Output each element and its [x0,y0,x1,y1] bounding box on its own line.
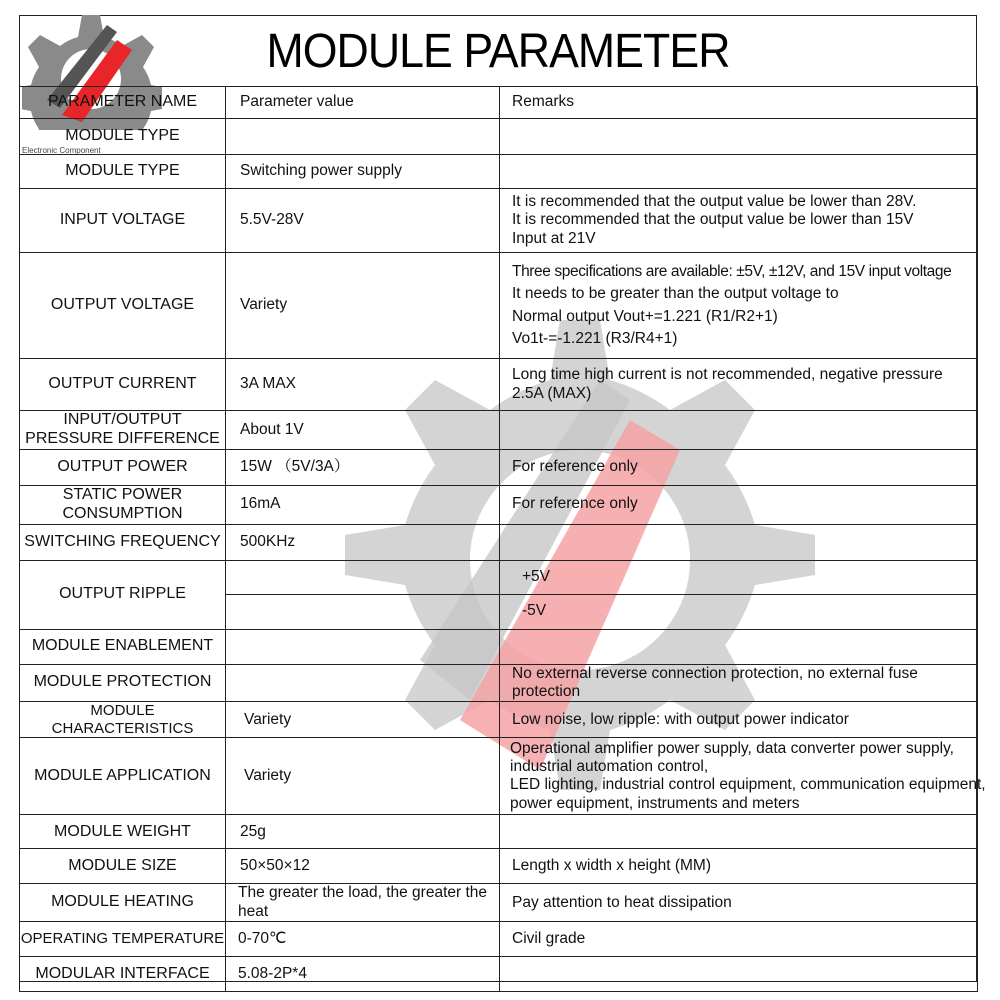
param-remarks: +5V [500,560,978,594]
param-value: About 1V [226,411,500,450]
param-name: MODULE CHARACTERISTICS [20,702,226,738]
table-row [20,359,978,411]
param-remarks [500,189,978,253]
param-remarks [500,119,978,155]
param-value: 0-70℃ [226,922,500,957]
remark-line: Normal output Vout+=1.221 (R1/R2+1) [512,307,778,325]
param-value [226,560,500,594]
param-remarks: No external reverse connection protection, no external fuse protection [500,664,978,702]
param-remarks: For reference only [500,449,978,485]
table-row [20,815,978,849]
param-remarks [500,815,978,849]
table-row [20,524,978,560]
title-row [20,16,976,87]
param-value: Variety [226,738,500,815]
param-value: Variety [226,702,500,738]
param-remarks [500,629,978,664]
table-row [20,957,978,992]
param-value: 50×50×12 [226,849,500,884]
remark-line: Vo1t-=-1.221 (R3/R4+1) [512,329,678,347]
header-value: Parameter value [226,87,500,119]
param-name: MODULE PROTECTION [20,664,226,702]
table-header-row [20,87,978,119]
table-row [20,702,978,738]
param-remarks [500,411,978,450]
param-remarks: For reference only [500,485,978,524]
remark-line: power equipment, instruments and meters [510,794,800,812]
remark-line: It is recommended that the output value be lower than 28V. [512,193,917,211]
param-remarks: Pay attention to heat dissipation [500,884,978,922]
param-remarks: -5V [500,594,978,629]
param-name: INPUT VOLTAGE [20,189,226,253]
param-value: The greater the load, the greater the heat [226,884,500,922]
table-row [20,922,978,957]
param-name: MODULE SIZE [20,849,226,884]
header-name: PARAMETER NAME [20,87,226,119]
table-row [20,664,978,702]
param-value [226,594,500,629]
param-remarks: Civil grade [500,922,978,957]
param-remarks [500,738,986,815]
param-value [226,664,500,702]
param-name: OPERATING TEMPERATURE [20,922,226,957]
remark-line: LED lighting, industrial control equipment, communication equipment, [510,776,986,794]
param-remarks: Long time high current is not recommended, negative pressure 2.5A (MAX) [500,359,978,411]
logo-caption: Electronic Component [22,146,101,155]
param-name-line: INPUT/OUTPUT [63,411,182,428]
table-row [20,189,978,253]
param-name: MODULE HEATING [20,884,226,922]
param-name: MODULE WEIGHT [20,815,226,849]
param-name: OUTPUT RIPPLE [20,560,226,629]
table-row [20,738,978,815]
param-value: Switching power supply [226,155,500,189]
param-value [226,119,500,155]
param-value: 3A MAX [226,359,500,411]
header-remarks: Remarks [500,87,978,119]
table-row [20,449,978,485]
param-value: 5.5V-28V [226,189,500,253]
parameter-table [19,86,986,992]
remark-line: Input at 21V [512,229,596,247]
table-row [20,411,978,450]
table-row [20,253,978,359]
param-name: SWITCHING FREQUENCY [20,524,226,560]
param-name: MODULE ENABLEMENT [20,629,226,664]
table-row [20,155,978,189]
remark-line: Three specifications are available: ±5V, ±12V, and 15V input voltage [512,262,952,280]
param-value: 15W （5V/3A） [226,449,500,485]
param-remarks: Length x width x height (MM) [500,849,978,884]
param-value: 5.08-2P*4 [226,957,500,992]
param-remarks [500,253,978,359]
param-name: MODULAR INTERFACE [20,957,226,992]
param-name: MODULE TYPE [20,155,226,189]
param-name: OUTPUT POWER [20,449,226,485]
page-title: MODULE PARAMETER [266,25,730,78]
param-value [226,629,500,664]
table-row [20,629,978,664]
table-row [20,485,978,524]
remark-line: It is recommended that the output value be lower than 15V [512,211,914,229]
param-name: MODULE TYPE [20,119,226,155]
param-value: 16mA [226,485,500,524]
table-row [20,560,978,594]
param-name: OUTPUT CURRENT [20,359,226,411]
table-row [20,849,978,884]
param-remarks [500,155,978,189]
param-value: Variety [226,253,500,359]
param-value: 25g [226,815,500,849]
param-name: MODULE APPLICATION [20,738,226,815]
remark-line: It needs to be greater than the output voltage to [512,285,839,303]
param-remarks [500,957,978,992]
remark-line: industrial automation control, [510,758,709,776]
table-row [20,884,978,922]
param-name-line: PRESSURE DIFFERENCE [25,429,220,447]
table-row [20,119,978,155]
param-name: STATIC POWER CONSUMPTION [20,485,226,524]
param-name [20,411,226,450]
param-remarks [500,524,978,560]
remark-line: Operational amplifier power supply, data converter power supply, [510,739,954,757]
param-value: 500KHz [226,524,500,560]
param-remarks: Low noise, low ripple: with output power indicator [500,702,978,738]
param-name: OUTPUT VOLTAGE [20,253,226,359]
